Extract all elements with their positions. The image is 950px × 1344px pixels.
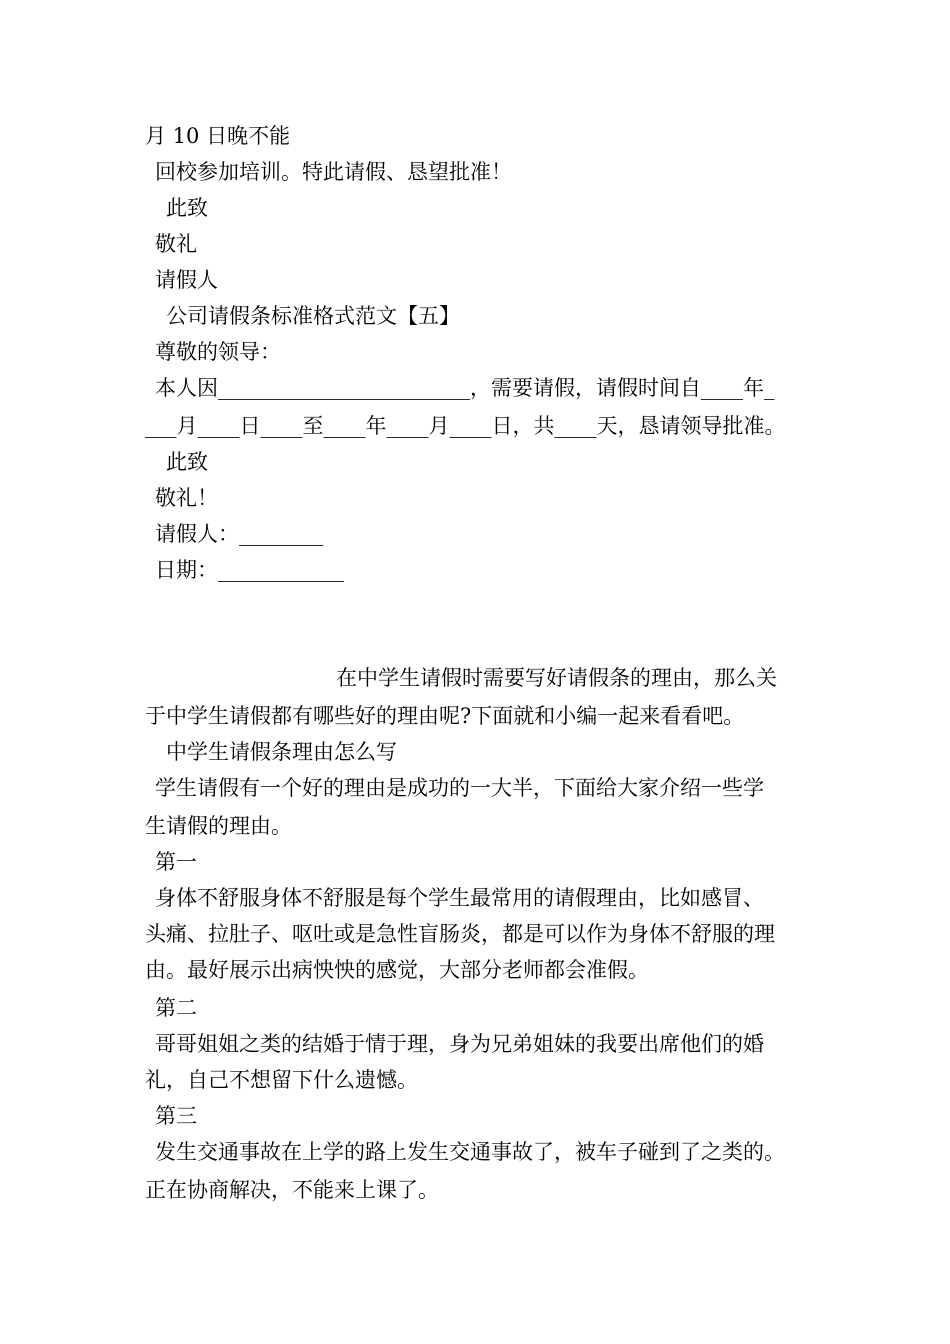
text-line: 月 10 日晚不能 — [145, 124, 291, 148]
text-line: ___月____日____至____年____月____日，共____天，恳请领导批准。 — [145, 414, 786, 438]
text-line: 敬礼！ — [155, 486, 218, 510]
text-line: 在中学生请假时需要写好请假条的理由，那么关 — [336, 666, 777, 690]
text-line: 第三 — [155, 1104, 197, 1128]
text-line: 回校参加培训。特此请假、恳望批准！ — [155, 160, 512, 184]
text-line: 第一 — [155, 850, 197, 874]
text-line: 此致 — [166, 450, 208, 474]
text-line: 学生请假有一个好的理由是成功的一大半，下面给大家介绍一些学 — [155, 776, 764, 800]
text-line: 日期：____________ — [155, 558, 344, 582]
text-line: 哥哥姐姐之类的结婚于情于理，身为兄弟姐妹的我要出席他们的婚 — [155, 1032, 764, 1056]
text-line: 由。最好展示出病怏怏的感觉，大部分老师都会准假。 — [145, 958, 649, 982]
text-line: 请假人：________ — [155, 522, 323, 546]
text-line: 生请假的理由。 — [145, 814, 292, 838]
text-line: 此致 — [166, 196, 208, 220]
text-line: 发生交通事故在上学的路上发生交通事故了，被车子碰到了之类的。 — [155, 1140, 785, 1164]
text-line: 正在协商解决，不能来上课了。 — [145, 1178, 439, 1202]
text-line: 请假人 — [155, 268, 218, 292]
text-line: 礼，自己不想留下什么遗憾。 — [145, 1068, 418, 1092]
section-heading: 公司请假条标准格式范文【五】 — [166, 304, 460, 328]
text-line: 身体不舒服身体不舒服是每个学生最常用的请假理由，比如感冒、 — [155, 886, 764, 910]
text-line: 第二 — [155, 996, 197, 1020]
text-line: 尊敬的领导： — [155, 340, 281, 364]
text-line: 头痛、拉肚子、呕吐或是急性盲肠炎，都是可以作为身体不舒服的理 — [145, 922, 775, 946]
text-line: 于中学生请假都有哪些好的理由呢?下面就和小编一起来看看吧。 — [145, 704, 745, 728]
text-line: 本人因________________________，需要请假，请假时间自____年_ — [155, 376, 775, 400]
text-line: 敬礼 — [155, 232, 197, 256]
section-heading: 中学生请假条理由怎么写 — [166, 740, 397, 764]
